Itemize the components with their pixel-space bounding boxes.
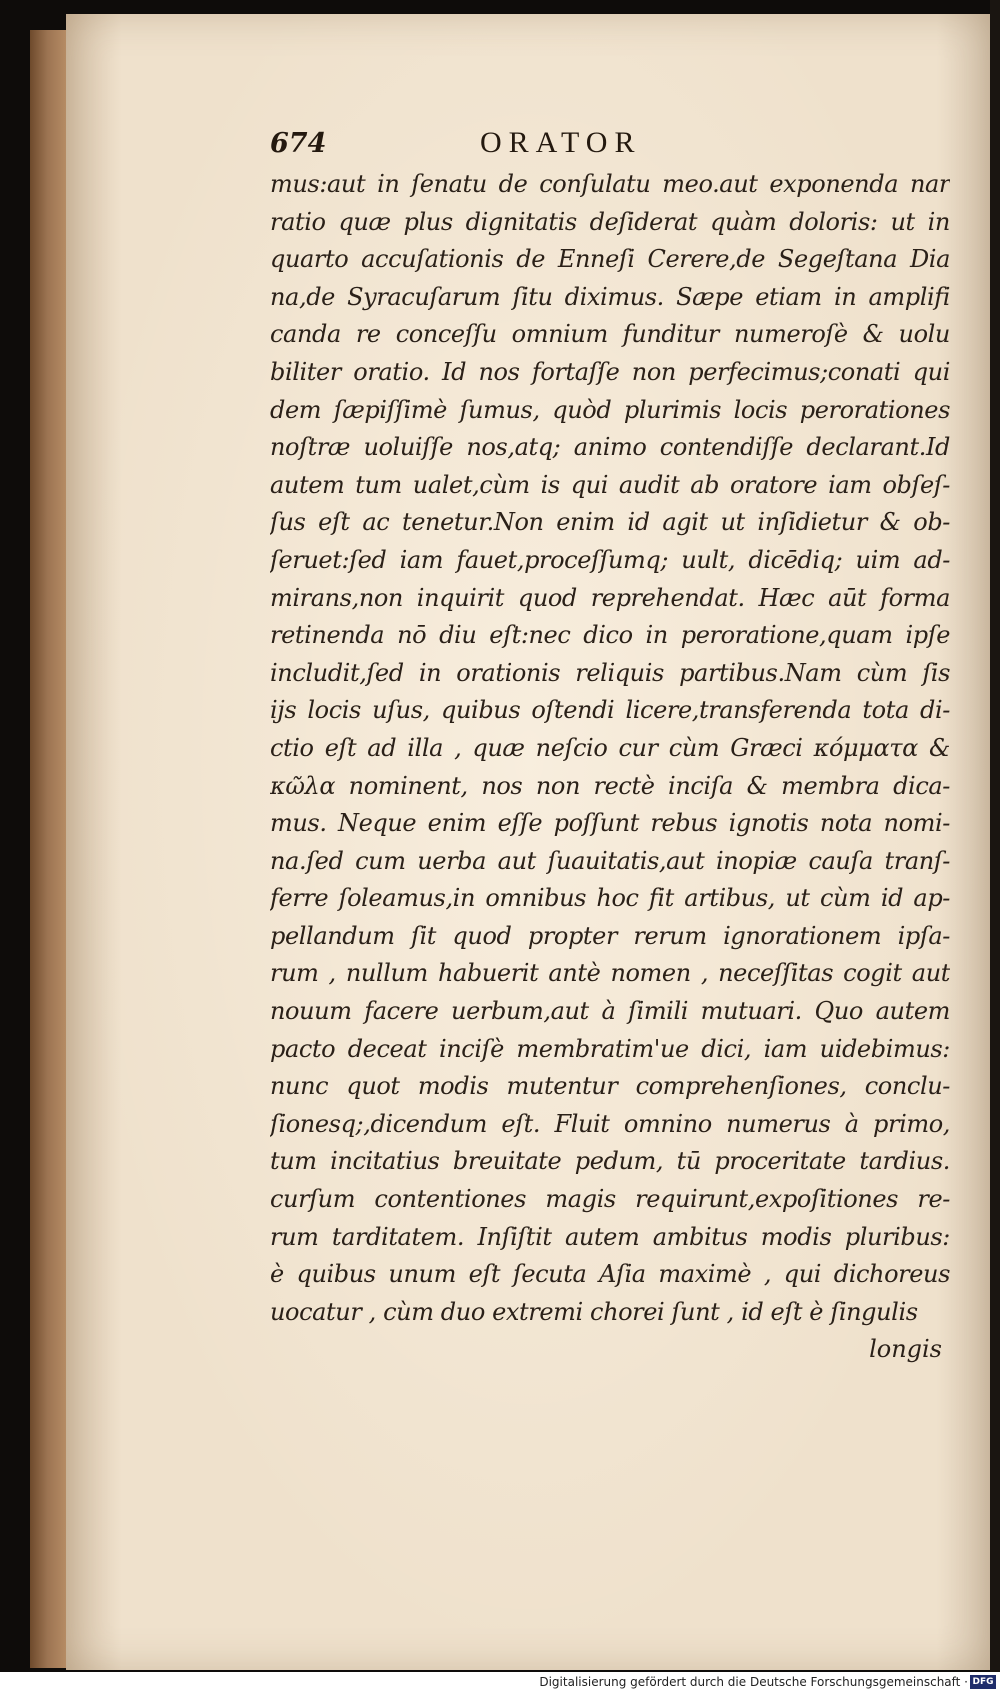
dfg-logo: DFG <box>970 1675 996 1689</box>
text-line: ratio quæ plus dignitatis deſiderat quàm doloris: ut in <box>270 207 950 236</box>
funding-credit: Digitalisierung gefördert durch die Deutsche Forschungsgemeinschaft · <box>539 1675 968 1689</box>
text-line: quarto accuſationis de Enneſi Cerere,de Segeſtana Dia <box>270 245 950 274</box>
text-line: noſtræ uoluiſſe nos,atq; animo contendiſſe declarant.Id <box>270 433 950 462</box>
text-line: dem ſæpiſſimè ſumus, quòd plurimis locis perorationes <box>270 395 950 424</box>
text-line: uocatur , cùm duo extremi chorei ſunt , id eſt è ſingulis <box>270 1297 918 1326</box>
text-line: na.ſed cum uerba aut ſuauitatis,aut inopiæ cauſa tranſ- <box>270 846 950 875</box>
text-line: retinenda nō diu eſt:nec dico in peroratione,quam ipſe <box>270 621 950 650</box>
text-line: ſus eſt ac tenetur.Non enim id agit ut inſidietur & ob- <box>270 508 950 537</box>
text-line: pacto deceat inciſè membratim'ue dici, iam uidebimus: <box>270 1034 950 1063</box>
running-head <box>270 128 950 166</box>
text-line: autem tum ualet,cùm is qui audit ab oratore iam obſeſ- <box>270 470 950 499</box>
text-block <box>270 128 950 1369</box>
text-line: na,de Syracuſarum ſitu diximus. Sæpe etiam in amplifi <box>270 282 950 311</box>
text-line: mus. Neque enim eſſe poſſunt rebus ignotis nota nomi- <box>270 809 950 838</box>
text-line: curſum contentiones magis requirunt,expoſitiones re- <box>270 1185 950 1214</box>
text-line: rum tarditatem. Inſiſtit autem ambitus modis pluribus: <box>270 1222 950 1251</box>
running-title: ORATOR <box>480 126 642 159</box>
book-page <box>66 14 992 1670</box>
scan-border <box>990 0 1000 1672</box>
text-line: ſeruet:ſed iam fauet,proceſſumq; uult, dicēdiq; uim ad- <box>270 545 950 574</box>
text-line: tum incitatius breuitate pedum, tū proceritate tardius. <box>270 1147 950 1176</box>
text-line: canda re conceſſu omnium funditur numeroſè & uolu <box>270 320 950 349</box>
text-line: ctio eſt ad illa , quæ neſcio cur cùm Græci κόμματα & <box>270 733 950 762</box>
text-line: è quibus unum eſt ſecuta Aſia maximè , qui dichoreus <box>270 1260 950 1289</box>
body-text <box>270 166 950 1331</box>
text-line: biliter oratio. Id nos fortaſſe non perfecimus;conati qui <box>270 357 950 386</box>
text-line: κῶλα nominent, nos non rectè inciſa & membra dica- <box>270 771 950 800</box>
text-line: mirans,non inquirit quod reprehendat. Hæc aūt forma <box>270 583 950 612</box>
text-line: includit,ſed in orationis reliquis partibus.Nam cùm ſis <box>270 658 950 687</box>
text-line: rum , nullum habuerit antè nomen , neceſſitas cogit aut <box>270 959 950 988</box>
text-line: nunc quot modis mutentur comprehenſiones, conclu- <box>270 1072 950 1101</box>
text-line: nouum facere uerbum,aut à ſimili mutuari. Quo autem <box>270 997 950 1026</box>
text-line: mus:aut in ſenatu de conſulatu meo.aut exponenda nar <box>270 170 950 198</box>
text-line: ijs locis uſus, quibus oſtendi licere,transferenda tota di- <box>270 696 950 725</box>
page-number: 674 <box>270 128 327 159</box>
text-line: ſionesq;,dicendum eſt. Fluit omnino numerus à primo, <box>270 1109 950 1138</box>
text-line: ferre ſoleamus,in omnibus hoc fit artibus, ut cùm id ap- <box>270 884 950 913</box>
text-line: pellandum ſit quod propter rerum ignorationem ipſa- <box>270 921 950 950</box>
footer-bar <box>0 1672 1000 1693</box>
catchword: longis <box>869 1335 942 1364</box>
